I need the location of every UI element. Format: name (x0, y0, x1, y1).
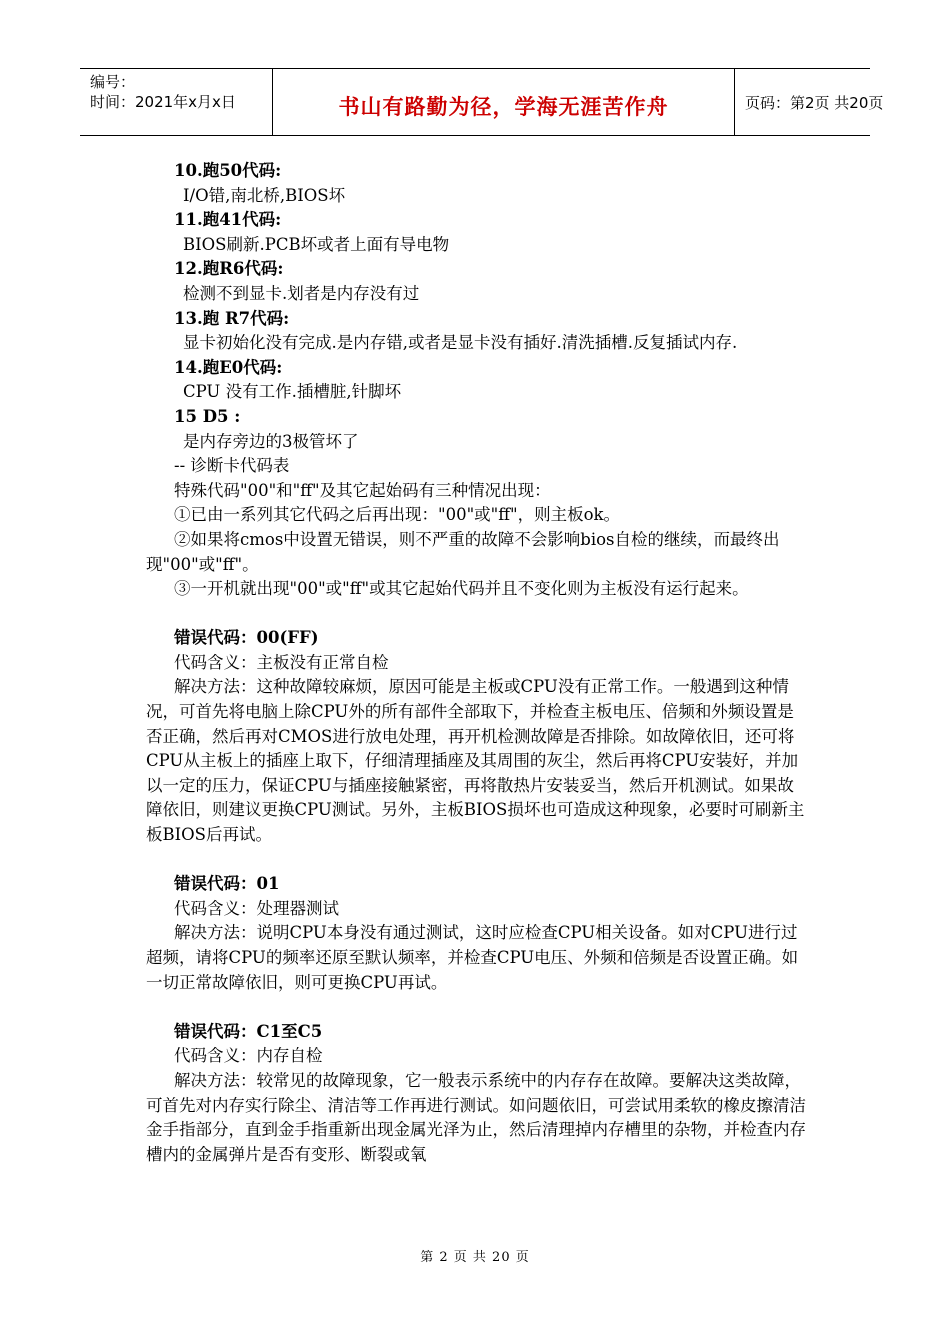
error-code-solution: 解决方法：说明CPU本身没有通过测试，这时应检查CPU相关设备。如对CPU进行过超频，请将CPU的频率还原至默认频率，并检查CPU电压、外频和倍频是否设置正确。如一切正常故障依旧，则可更换CPU再试。 (146, 923, 799, 992)
code-description-r7: 显卡初始化没有完成.是内存错,或者是显卡没有插好.清洗插槽.反复插试内存. (183, 333, 738, 353)
code-heading-d5: 15 D5 : (174, 406, 241, 426)
code-heading-41: 11.跑41代码: (174, 210, 282, 230)
special-case-1: ①已由一系列其它代码之后再出现："00"或"ff"，则主板ok。 (174, 505, 621, 525)
code-heading-r6: 12.跑R6代码: (174, 259, 284, 279)
code-heading-50: 10.跑50代码: (174, 161, 282, 180)
code-description-50: I/O错,南北桥,BIOS坏 (183, 185, 346, 205)
error-code-meaning: 代码含义：内存自检 (174, 1046, 323, 1066)
error-code-title: 错误代码：00(FF) (174, 628, 319, 648)
page-footer: 第 2 页 共 20 页 (420, 1250, 530, 1265)
code-description-d5: 是内存旁边的3极管坏了 (183, 431, 359, 451)
spacer (146, 602, 806, 627)
header-slogan: 书山有路勤为径，学海无涯苦作舟 (338, 95, 669, 119)
special-codes-intro: 特殊代码"00"和"ff"及其它起始码有三种情况出现： (174, 480, 551, 500)
code-description-e0: CPU 没有工作.插槽脏,针脚坏 (183, 382, 402, 402)
document-time-label: 时间：2021年x月x日 (90, 93, 236, 111)
code-heading-e0: 14.跑E0代码: (174, 357, 283, 377)
error-code-solution: 解决方法：较常见的故障现象，它一般表示系统中的内存存在故障。要解决这类故障，可首先对内存实行除尘、清洁等工作再进行测试。如问题依旧，可尝试用柔软的橡皮擦清洁金手指部分，直到金手指重新出现金属光泽为止，然后清理掉内存槽里的杂物，并检查内存槽内的金属弹片是否有变形、断裂或氧 (146, 1070, 806, 1164)
header-slogan-cell (272, 69, 735, 135)
special-case-3: ③一开机就出现"00"或"ff"或其它起始代码并且不变化则为主板没有运行起来。 (174, 579, 749, 599)
spacer (146, 848, 806, 873)
code-description-41: BIOS刷新.PCB坏或者上面有导电物 (183, 234, 450, 254)
page-header (80, 68, 884, 136)
error-code-meaning: 代码含义：主板没有正常自检 (174, 652, 389, 672)
code-heading-r7: 13.跑 R7代码: (174, 308, 290, 328)
special-case-2: ②如果将cmos中设置无错误，则不严重的故障不会影响bios自检的继续，而最终出现"00"或"ff"。 (146, 529, 780, 574)
error-code-title: 错误代码：01 (174, 874, 280, 894)
error-code-solution: 解决方法：这种故障较麻烦，原因可能是主板或CPU没有正常工作。一般遇到这种情况，可首先将电脑上除CPU外的所有部件全部取下，并检查主板电压、倍频和外频设置是否正确，然后再对CMOS进行放电处理，再开机检测故障是否排除。如故障依旧，还可将CPU从主板上的插座上取下，仔细清理插座及其周围的灰尘，然后再将CPU安装好，并加以一定的压力，保证CPU与插座接触紧密，再将散热片安装妥当，然后开机测试。如果故障依旧，则建议更换CPU测试。另外，主板BIOS损坏也可造成这种现象，必要时可刷新主板BIOS后再试。 (146, 677, 805, 845)
error-code-meaning: 代码含义：处理器测试 (174, 898, 339, 918)
header-page-info: 页码：第2页 共20页 (745, 93, 884, 112)
document-body (146, 159, 806, 1167)
header-meta (80, 69, 272, 135)
diagnostic-table-heading: -- 诊断卡代码表 (174, 456, 290, 476)
document-number-label: 编号： (90, 73, 136, 91)
error-code-title: 错误代码：C1至C5 (174, 1021, 323, 1041)
code-description-r6: 检测不到显卡.划者是内存没有过 (183, 283, 420, 303)
spacer (146, 995, 806, 1020)
